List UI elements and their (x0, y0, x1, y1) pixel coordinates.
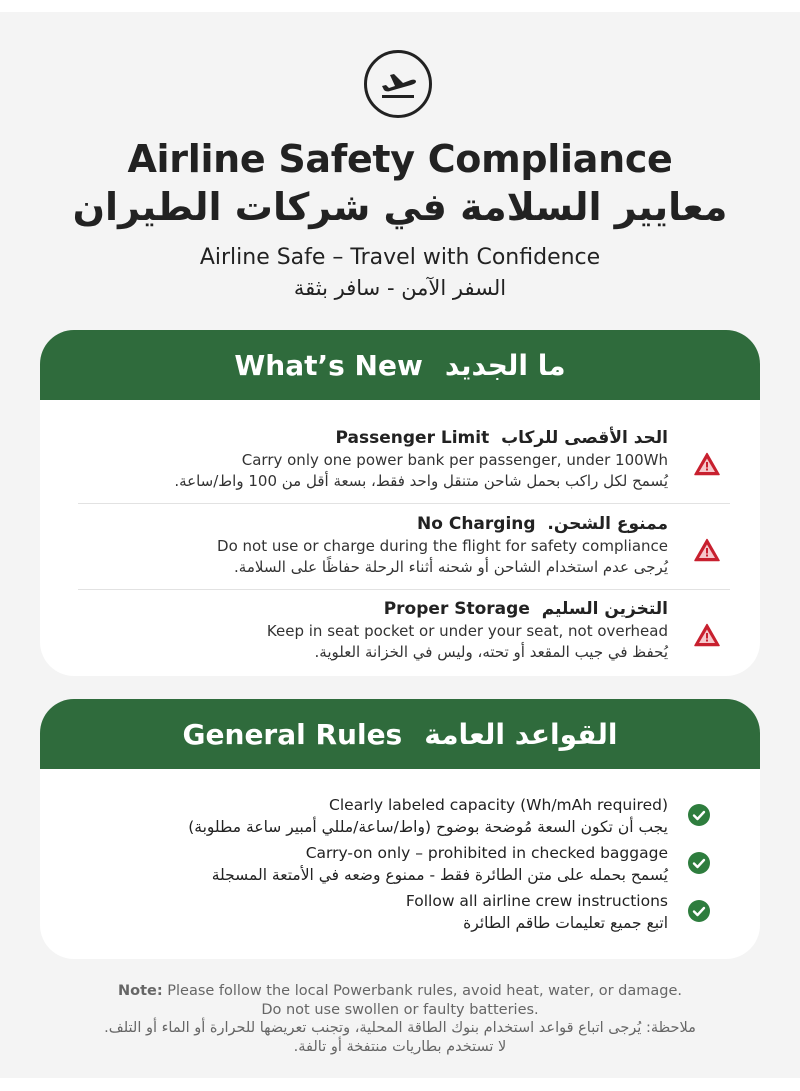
page-title-ar: معايير السلامة في شركات الطيران (72, 185, 728, 229)
check-circle-icon (688, 852, 710, 874)
footer-note (40, 982, 760, 1056)
rule-item-crew-instructions (80, 890, 732, 936)
rule-text-ar: يجب أن تكون السعة مُوضحة بوضوح (واط/ساعة/مللي أمبير ساعة مطلوبة) (188, 818, 668, 836)
note-text: Please follow the local Powerbank rules, avoid heat, water, or damage. (167, 983, 682, 999)
item-title-en: Proper Storage (383, 599, 530, 619)
warning-triangle-icon (694, 452, 720, 476)
warning-triangle-icon (694, 538, 720, 562)
list-item-passenger-limit (80, 426, 732, 510)
rule-text-en: Carry-on only – prohibited in checked baggage (305, 844, 668, 862)
note-label: Note: (117, 983, 163, 999)
note-line-1 (40, 982, 760, 1001)
whats-new-header (40, 330, 760, 400)
item-desc-en: Keep in seat pocket or under your seat, not overhead (266, 622, 668, 640)
general-rules-heading-en: General Rules (182, 717, 403, 751)
warning-triangle-icon (694, 623, 720, 647)
item-title-ar: الحد الأقصى للركاب (501, 428, 668, 448)
whats-new-heading-en: What’s New (234, 348, 423, 382)
whats-new-heading-ar: ما الجديد (444, 348, 566, 382)
note-line-ar-1: ملاحظة: يُرجى اتباع قواعد استخدام بنوك الطاقة المحلية، وتجنب تعريضها للحرارة أو الماء أو التلف. (104, 1020, 696, 1036)
divider (78, 589, 730, 590)
general-rules-heading-ar: القواعد العامة (424, 717, 618, 751)
airplane-takeoff-icon (364, 50, 432, 118)
list-item-proper-storage (80, 597, 732, 676)
item-title-ar: التخزين السليم (541, 599, 668, 619)
item-desc-ar: يُسمح لكل راكب بحمل شاحن متنقل واحد فقط، بسعة أقل من 100 واط/ساعة. (174, 472, 668, 490)
item-title (88, 597, 668, 621)
item-title (88, 512, 668, 536)
check-circle-icon (688, 804, 710, 826)
whats-new-card (40, 330, 760, 676)
general-rules-card (40, 699, 760, 959)
divider (78, 503, 730, 504)
note-line-ar-2: لا تستخدم بطاريات منتفخة أو تالفة. (293, 1038, 507, 1055)
item-title-en: Passenger Limit (335, 428, 490, 448)
item-desc-ar: يُرجى عدم استخدام الشاحن أو شحنه أثناء الرحلة حفاظًا على السلامة. (234, 558, 668, 576)
general-rules-header (40, 699, 760, 769)
rule-item-capacity (80, 794, 732, 840)
rule-text-en: Clearly labeled capacity (Wh/mAh required) (329, 796, 668, 814)
item-title-en: No Charging (417, 514, 536, 534)
item-title (88, 426, 668, 450)
list-item-no-charging (80, 512, 732, 596)
rule-item-carry-on (80, 842, 732, 888)
item-title-ar: .ممنوع الشحن (547, 514, 668, 534)
item-desc-en: Carry only one power bank per passenger, under 100Wh (241, 451, 668, 469)
check-circle-icon (688, 900, 710, 922)
rule-text-ar: اتبع جميع تعليمات طاقم الطائرة (463, 914, 668, 932)
note-line-2: Do not use swollen or faulty batteries. (261, 1001, 539, 1018)
item-desc-ar: يُحفظ في جيب المقعد أو تحته، وليس في الخزانة العلوية. (314, 643, 668, 661)
page-title-en: Airline Safety Compliance (127, 137, 673, 181)
rule-text-en: Follow all airline crew instructions (405, 892, 668, 910)
item-desc-en: Do not use or charge during the flight for safety compliance (217, 537, 668, 555)
subtitle-en: Airline Safe – Travel with Confidence (199, 245, 601, 270)
rule-text-ar: يُسمح بحمله على متن الطائرة فقط - ممنوع وضعه في الأمتعة المسجلة (211, 866, 668, 884)
subtitle-ar: السفر الآمن - سافر بثقة (293, 276, 507, 300)
